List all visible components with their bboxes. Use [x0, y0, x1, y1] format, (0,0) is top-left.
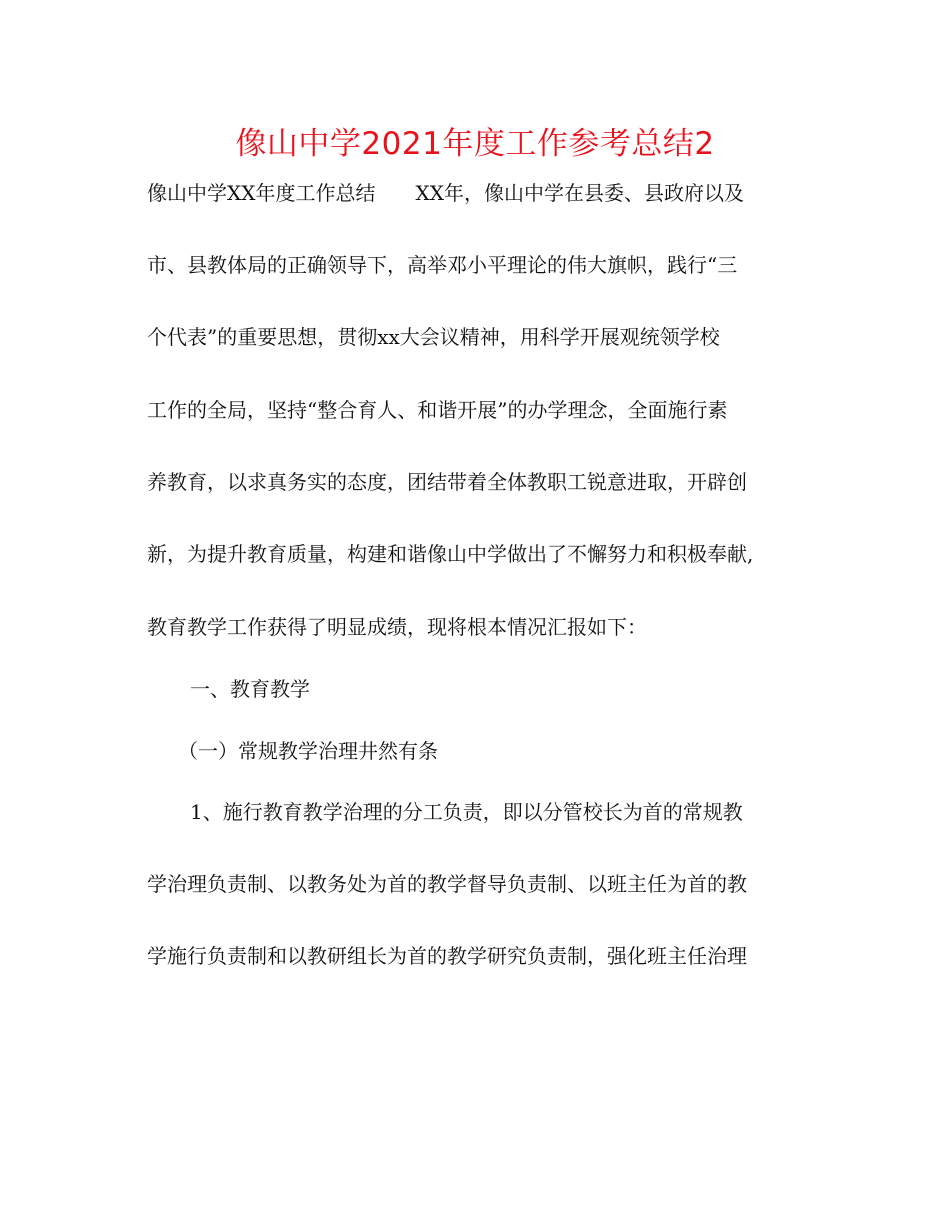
paragraph-line-3: 个代表”的重要思想，贯彻xx大会议精神，用科学开展观统领学校 [147, 325, 720, 349]
paragraph-line-2: 市、县教体局的正确领导下，高举邓小平理论的伟大旗帜，践行“三 [147, 253, 738, 277]
subsection-heading: （一）常规教学治理井然有条 [178, 739, 438, 763]
paragraph-line-10: 1、施行教育教学治理的分工负责，即以分管校长为首的常规教 [190, 800, 743, 824]
paragraph-line-7: 教育教学工作获得了明显成绩，现将根本情况汇报如下： [147, 615, 647, 639]
paragraph-line-11: 学治理负责制、以教务处为首的教学督导负责制、以班主任为首的教 [147, 872, 747, 896]
paragraph-line-1: 像山中学XX年度工作总结 XX年，像山中学在县委、县政府以及 [147, 181, 744, 205]
document-title: 像山中学2021年度工作参考总结2 [235, 126, 715, 162]
paragraph-line-5: 养教育，以求真务实的态度，团结带着全体教职工锐意进取，开辟创 [147, 470, 747, 494]
paragraph-line-12: 学施行负责制和以教研组长为首的教学研究负责制，强化班主任治理 [147, 944, 747, 968]
paragraph-line-6: 新，为提升教育质量，构建和谐像山中学做出了不懈努力和积极奉献, [147, 542, 754, 566]
section-heading: 一、教育教学 [190, 677, 310, 701]
paragraph-line-4: 工作的全局，坚持“整合育人、和谐开展”的办学理念，全面施行素 [147, 398, 728, 422]
